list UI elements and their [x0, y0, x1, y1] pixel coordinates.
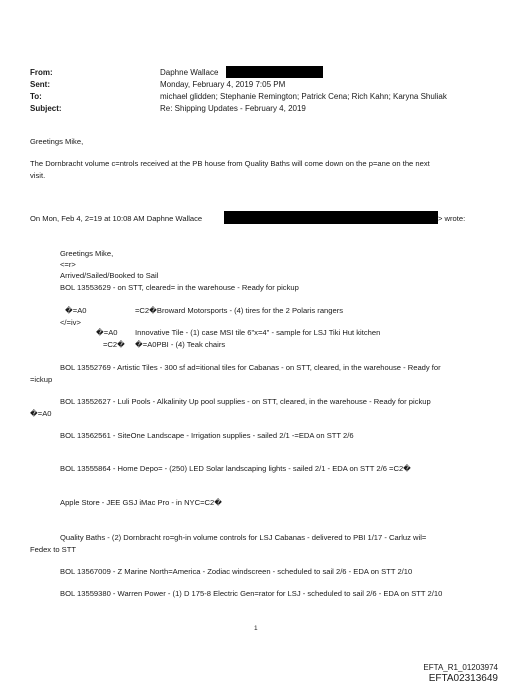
body-line-1: The Dornbracht volume c=ntrols received at the PB house from Quality Baths will come down on the p=ane on the next: [30, 159, 430, 168]
to-value: michael glidden; Stephanie Remington; Patrick Cena; Rich Kahn; Karyna Shuliak: [160, 92, 447, 101]
bates-number-2: EFTA02313649: [428, 673, 498, 684]
quoted-line-11b: Fedex to STT: [30, 545, 77, 554]
redaction-email: [224, 211, 438, 224]
quoted-line-4a: �=A0: [96, 328, 118, 337]
sent-value: Monday, February 4, 2019 7:05 PM: [160, 80, 286, 89]
quoted-line-1: BOL 13553629 - on STT, cleared= in the warehouse - Ready for pickup: [60, 283, 299, 292]
quoted-line-4b: Innovative Tile - (1) case MSI tile 6"x=4" - sample for LSJ Tiki Hut kitchen: [135, 328, 381, 337]
quoted-line-12: BOL 13567009 - Z Marine North=America - Zodiac windscreen - scheduled to sail 2/6 - EDA on STT 2/10: [60, 567, 413, 576]
quoted-line-11: Quality Baths - (2) Dornbracht ro=gh-in volume controls for LSJ Cabanas - delivered to PBI 1/17 - Carluz wil=: [60, 533, 427, 542]
bates-number-1: EFTA_R1_01203974: [423, 663, 498, 672]
subject-value: Re: Shipping Updates - February 4, 2019: [160, 104, 306, 113]
quoted-line-3: </=iv>: [60, 318, 81, 327]
quoted-line-6: BOL 13552769 - Artistic Tiles - 300 sf ad=itional tiles for Cabanas - on STT, cleared, in the warehouse - Ready for: [60, 363, 441, 372]
quoted-line-9: BOL 13555864 - Home Depo= - (250) LED Solar landscaping lights - sailed 2/1 - EDA on STT 2/6 =C2�: [60, 464, 411, 473]
quoted-line-7: BOL 13552627 - Luli Pools - Alkalinity Up pool supplies - on STT, cleared, in the warehouse - Ready for pickup: [60, 397, 431, 406]
quoted-line-10: Apple Store - JEE GSJ iMac Pro - in NYC=C2�: [60, 498, 223, 507]
from-value: Daphne Wallace: [160, 68, 219, 77]
redaction-from: [226, 66, 323, 78]
quoted-br: <=r>: [60, 260, 76, 269]
greeting: Greetings Mike,: [30, 137, 84, 146]
quoted-line-6b: =ickup: [30, 375, 53, 384]
quoted-line-7b: �=A0: [30, 409, 52, 418]
quoted-line-5b: �=A0PBI - (4) Teak chairs: [135, 340, 226, 349]
quote-header-suffix: > wrote:: [438, 214, 466, 223]
body-line-2: visit.: [30, 171, 46, 180]
quoted-greeting: Greetings Mike,: [60, 249, 114, 258]
quoted-line-2b: =C2�Broward Motorsports - (4) tires for the 2 Polaris rangers: [135, 306, 344, 315]
quoted-line-2a: �=A0: [65, 306, 87, 315]
quote-header: On Mon, Feb 4, 2=19 at 10:08 AM Daphne Wallace: [30, 214, 203, 223]
quoted-line-5a: =C2�: [103, 340, 125, 349]
subject-label: Subject:: [30, 104, 62, 113]
page-number: 1: [254, 625, 258, 632]
quoted-line-13: BOL 13559380 - Warren Power - (1) D 175-8 Electric Gen=rator for LSJ - scheduled to sail 2/6 - EDA on STT 2/10: [60, 589, 443, 598]
quoted-section: Arrived/Sailed/Booked to Sail: [60, 271, 159, 280]
to-label: To:: [30, 92, 42, 101]
from-label: From:: [30, 68, 53, 77]
sent-label: Sent:: [30, 80, 50, 89]
quoted-line-8: BOL 13562561 - SiteOne Landscape - Irrigation supplies - sailed 2/1 -=EDA on STT 2/6: [60, 431, 354, 440]
